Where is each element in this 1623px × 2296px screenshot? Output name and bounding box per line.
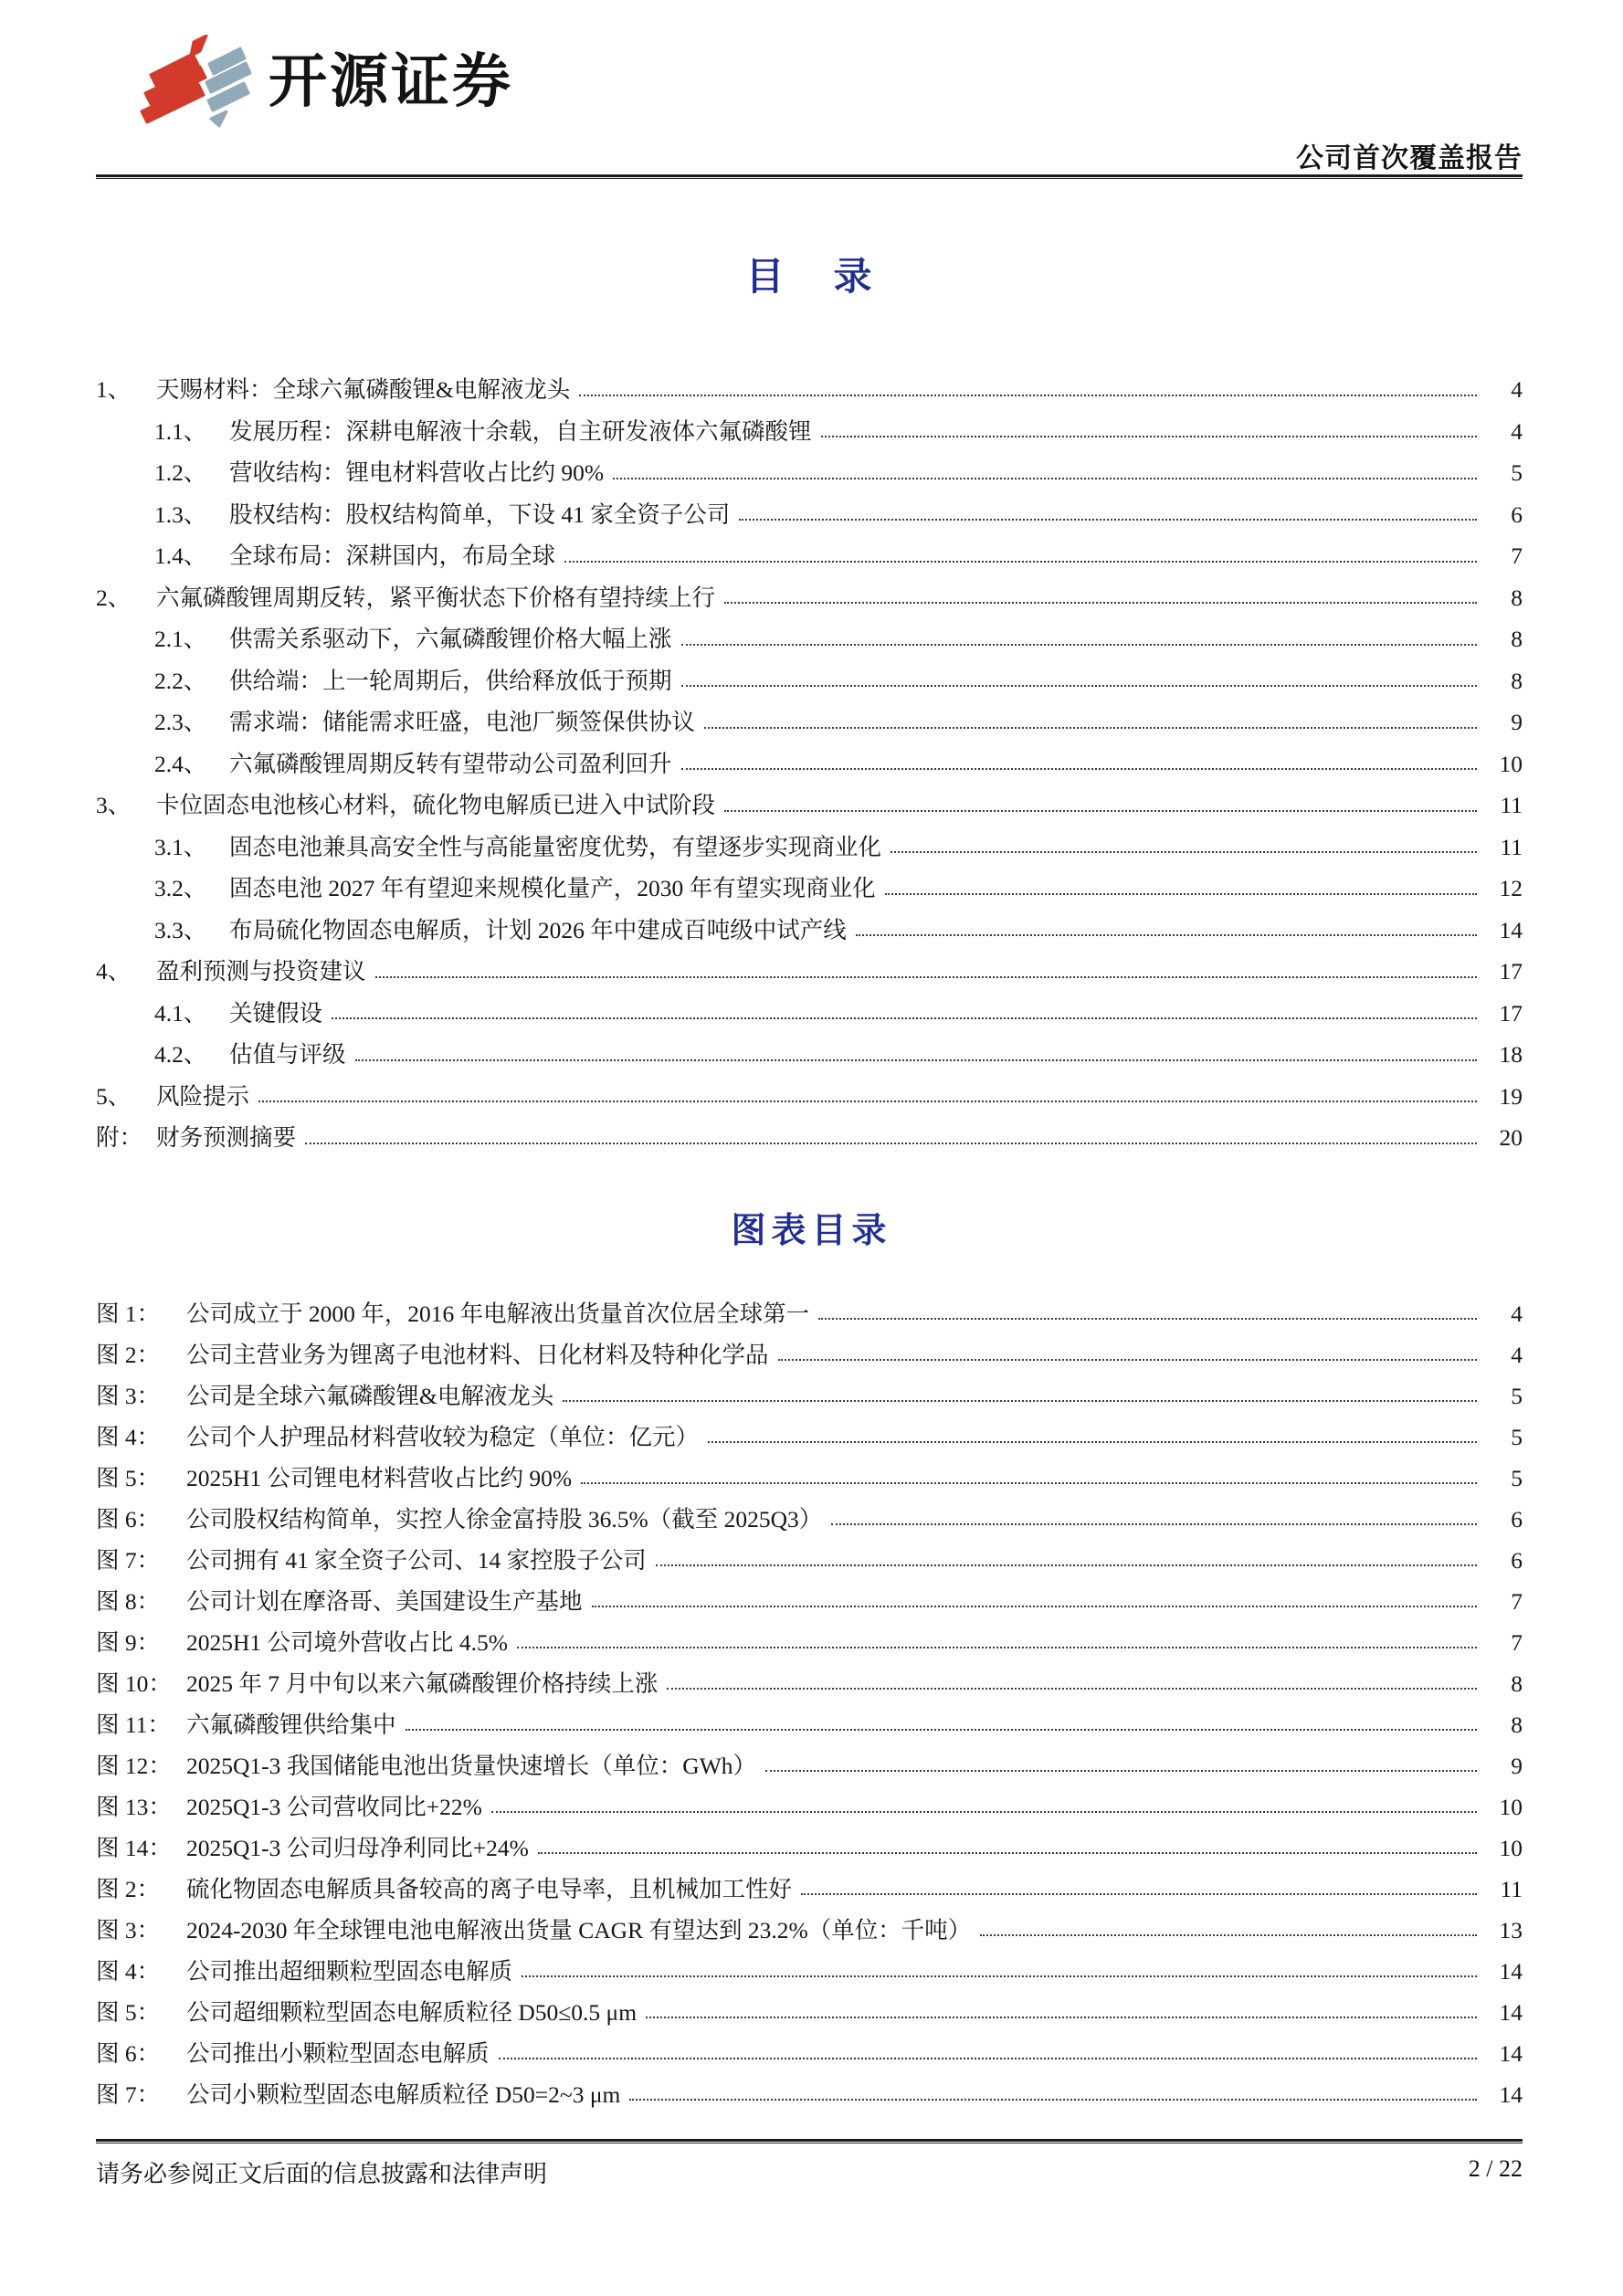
toc-entry[interactable] — [96, 1985, 1523, 2026]
entry-number: 图 6： — [96, 2039, 161, 2067]
entry-title: 公司计划在摩洛哥、美国建设生产基地 — [186, 1587, 583, 1615]
dot-leader — [739, 519, 1477, 521]
toc-title: 目 录 — [745, 257, 878, 299]
entry-title: 公司成立于 2000 年，2016 年电解液出货量首次位居全球第一 — [186, 1300, 810, 1327]
entry-number: 图 14： — [96, 1834, 172, 1861]
entry-title: 公司推出小颗粒型固态电解质 — [186, 2039, 490, 2067]
entry-page-number: 7 — [1511, 542, 1523, 570]
entry-number: 图 7： — [96, 2080, 161, 2108]
entry-number: 图 7： — [96, 1546, 161, 1574]
footer-divider — [96, 2139, 1523, 2143]
dot-leader — [332, 1017, 1477, 1019]
entry-title: 2025Q1-3 公司归母净利同比+24% — [186, 1834, 529, 1861]
toc-entry[interactable] — [96, 362, 1523, 404]
entry-number: 2.2、 — [154, 667, 207, 694]
entry-title: 股权结构：股权结构简单，下设 41 家全资子公司 — [229, 500, 731, 528]
toc-entry[interactable] — [96, 1069, 1523, 1111]
toc-entry[interactable] — [96, 1697, 1523, 1738]
dot-leader — [522, 1975, 1477, 1977]
toc-entry[interactable] — [96, 1656, 1523, 1697]
entry-page-number: 14 — [1499, 2039, 1523, 2067]
entry-page-number: 6 — [1511, 1505, 1523, 1532]
entry-page-number: 8 — [1511, 584, 1523, 611]
entry-number: 3、 — [96, 792, 132, 819]
toc-entry[interactable] — [154, 736, 1523, 778]
dot-leader — [980, 1934, 1477, 1936]
toc-entry[interactable] — [96, 1738, 1523, 1779]
entry-title: 2024-2030 年全球锂电池电解液出货量 CAGR 有望达到 23.2%（单位：千吨） — [186, 1916, 972, 1943]
entry-number: 图 2： — [96, 1875, 161, 1902]
dot-leader — [517, 1647, 1477, 1648]
entry-page-number: 8 — [1511, 1711, 1523, 1738]
entry-page-number: 10 — [1499, 1793, 1523, 1820]
entry-number: 图 5： — [96, 1998, 161, 2026]
dot-leader — [681, 644, 1477, 646]
entry-page-number: 6 — [1511, 500, 1523, 528]
toc-entry[interactable] — [96, 1902, 1523, 1943]
dot-leader — [375, 976, 1477, 978]
toc-entry[interactable] — [96, 1779, 1523, 1820]
toc-entry[interactable] — [154, 528, 1523, 570]
entry-number: 2、 — [96, 584, 132, 611]
brand-logo — [135, 35, 513, 128]
entry-title: 2025Q1-3 公司营收同比+22% — [186, 1793, 482, 1820]
toc-entry[interactable] — [96, 777, 1523, 819]
entry-number: 图 12： — [96, 1752, 172, 1779]
entry-page-number: 8 — [1511, 626, 1523, 653]
entry-number: 图 5： — [96, 1464, 161, 1491]
dot-leader — [258, 1101, 1477, 1102]
dot-leader — [891, 851, 1477, 853]
toc-entry[interactable] — [154, 1027, 1523, 1069]
toc-entry[interactable] — [96, 943, 1523, 985]
entry-number: 2.3、 — [154, 709, 207, 736]
entry-title: 六氟磷酸锂周期反转，紧平衡状态下价格有望持续上行 — [156, 584, 716, 611]
entry-title: 2025Q1-3 我国储能电池出货量快速增长（单位：GWh） — [186, 1752, 757, 1779]
toc-entry[interactable] — [154, 694, 1523, 736]
toc-entry[interactable] — [154, 445, 1523, 487]
toc-entry[interactable] — [96, 1615, 1523, 1656]
toc-entry[interactable] — [96, 2067, 1523, 2108]
entry-page-number: 5 — [1511, 1382, 1523, 1409]
toc-entry[interactable] — [96, 1861, 1523, 1902]
entry-page-number: 11 — [1500, 833, 1523, 860]
dot-leader — [563, 1400, 1477, 1402]
figures-list — [96, 1286, 1523, 2108]
toc-entry[interactable] — [96, 1110, 1523, 1152]
entry-page-number: 17 — [1499, 999, 1523, 1027]
dot-leader — [821, 436, 1477, 437]
entry-title: 布局硫化物固态电解质，计划 2026 年中建成百吨级中试产线 — [229, 916, 847, 943]
entry-number: 5、 — [96, 1082, 132, 1110]
entry-number: 2.1、 — [154, 626, 207, 653]
entry-page-number: 5 — [1511, 459, 1523, 487]
entry-page-number: 14 — [1499, 2080, 1523, 2108]
entry-number: 4、 — [96, 958, 132, 985]
toc-entry[interactable] — [154, 819, 1523, 861]
entry-page-number: 19 — [1499, 1082, 1523, 1110]
toc-entry[interactable] — [154, 902, 1523, 944]
entry-page-number: 14 — [1499, 1957, 1523, 1985]
dot-leader — [681, 685, 1477, 687]
entry-number: 1.3、 — [154, 500, 207, 528]
entry-title: 公司个人护理品材料营收较为稳定（单位：亿元） — [186, 1423, 700, 1450]
entry-number: 1.4、 — [154, 542, 207, 570]
entry-number: 图 2： — [96, 1341, 161, 1368]
brand-flame-icon — [135, 35, 256, 128]
toc-entry[interactable] — [96, 1574, 1523, 1615]
entry-number: 1.2、 — [154, 459, 207, 487]
entry-page-number: 14 — [1499, 916, 1523, 943]
entry-number: 3.2、 — [154, 875, 207, 902]
toc-entry[interactable] — [96, 1491, 1523, 1532]
header-divider — [96, 174, 1523, 179]
entry-title: 卡位固态电池核心材料，硫化物电解质已进入中试阶段 — [156, 792, 716, 819]
dot-leader — [629, 2099, 1477, 2101]
entry-number: 3.3、 — [154, 916, 207, 943]
toc-entry[interactable] — [154, 487, 1523, 529]
entry-number: 图 9： — [96, 1628, 161, 1656]
entry-title: 2025 年 7 月中旬以来六氟磷酸锂价格持续上涨 — [186, 1669, 659, 1697]
entry-page-number: 20 — [1499, 1124, 1523, 1152]
entry-title: 固态电池 2027 年有望迎来规模化量产，2030 年有望实现商业化 — [229, 875, 876, 902]
entry-title: 六氟磷酸锂供给集中 — [186, 1711, 396, 1738]
dot-leader — [681, 768, 1477, 770]
dot-leader — [778, 1359, 1477, 1361]
dot-leader — [305, 1143, 1477, 1144]
dot-leader — [355, 1059, 1477, 1061]
entry-number: 图 4： — [96, 1423, 161, 1450]
entry-page-number: 12 — [1499, 875, 1523, 902]
report-type-label: 公司首次覆盖报告 — [1296, 143, 1523, 174]
toc-entry[interactable] — [96, 1450, 1523, 1491]
entry-page-number: 8 — [1511, 1669, 1523, 1697]
entry-number: 附： — [96, 1124, 143, 1152]
entry-page-number: 5 — [1511, 1464, 1523, 1491]
entry-number: 4.1、 — [154, 999, 207, 1027]
entry-title: 供给端：上一轮周期后，供给释放低于预期 — [229, 667, 672, 694]
toc-entry[interactable] — [154, 860, 1523, 902]
entry-number: 图 3： — [96, 1382, 161, 1409]
dot-leader — [406, 1729, 1477, 1731]
entry-title: 公司是全球六氟磷酸锂&电解液龙头 — [186, 1382, 554, 1409]
entry-page-number: 4 — [1511, 376, 1523, 404]
entry-title: 全球布局：深耕国内，布局全球 — [229, 542, 556, 570]
entry-number: 1.1、 — [154, 417, 207, 445]
entry-page-number: 9 — [1511, 1752, 1523, 1779]
toc-entry[interactable] — [154, 653, 1523, 695]
entry-number: 图 13： — [96, 1793, 172, 1820]
entry-number: 图 11： — [96, 1711, 171, 1738]
footer-page-indicator: 2 / 22 — [1468, 2155, 1523, 2182]
dot-leader — [708, 1441, 1477, 1443]
dot-leader — [831, 1523, 1477, 1525]
entry-title: 公司小颗粒型固态电解质粒径 D50=2~3 μm — [186, 2080, 621, 2108]
toc-entry[interactable] — [96, 1820, 1523, 1861]
figures-title: 图表目录 — [731, 1212, 892, 1250]
entry-page-number: 5 — [1511, 1423, 1523, 1450]
toc-entry[interactable] — [96, 2026, 1523, 2067]
entry-number: 1、 — [96, 376, 132, 404]
entry-title: 公司超细颗粒型固态电解质粒径 D50≤0.5 μm — [186, 1998, 638, 2026]
dot-leader — [765, 1770, 1477, 1772]
entry-number: 图 1： — [96, 1300, 161, 1327]
dot-leader — [579, 395, 1477, 396]
entry-title: 盈利预测与投资建议 — [156, 958, 366, 985]
entry-page-number: 4 — [1511, 417, 1523, 445]
toc-entry[interactable] — [96, 1532, 1523, 1574]
entry-title: 六氟磷酸锂周期反转有望带动公司盈利回升 — [229, 750, 672, 777]
entry-title: 公司拥有 41 家全资子公司、14 家控股子公司 — [186, 1546, 647, 1574]
entry-page-number: 13 — [1499, 1916, 1523, 1943]
dot-leader — [856, 934, 1477, 936]
entry-title: 公司主营业务为锂离子电池材料、日化材料及特种化学品 — [186, 1341, 769, 1368]
dot-leader — [656, 1564, 1477, 1566]
dot-leader — [499, 2058, 1477, 2059]
entry-title: 硫化物固态电解质具备较高的离子电导率，且机械加工性好 — [186, 1875, 793, 1902]
entry-number: 4.2、 — [154, 1041, 207, 1069]
dot-leader — [801, 1893, 1477, 1895]
entry-page-number: 17 — [1499, 958, 1523, 985]
dot-leader — [885, 893, 1477, 895]
entry-title: 公司股权结构简单，实控人徐金富持股 36.5%（截至 2025Q3） — [186, 1505, 823, 1532]
entry-page-number: 18 — [1499, 1041, 1523, 1069]
toc-list — [96, 362, 1523, 1152]
brand-name: 开源证券 — [269, 48, 513, 114]
entry-page-number: 11 — [1500, 792, 1523, 819]
entry-title: 2025H1 公司境外营收占比 4.5% — [186, 1628, 509, 1656]
toc-entry[interactable] — [96, 1368, 1523, 1409]
entry-title: 公司推出超细颗粒型固态电解质 — [186, 1957, 513, 1985]
toc-entry[interactable] — [154, 611, 1523, 653]
entry-page-number: 10 — [1499, 1834, 1523, 1861]
dot-leader — [646, 2017, 1477, 2018]
dot-leader — [704, 727, 1477, 729]
entry-number: 图 4： — [96, 1957, 161, 1985]
entry-page-number: 8 — [1511, 667, 1523, 694]
toc-entry[interactable] — [96, 1327, 1523, 1368]
entry-page-number: 11 — [1500, 1875, 1523, 1902]
dot-leader — [491, 1811, 1477, 1813]
footer-disclaimer: 请务必参阅正文后面的信息披露和法律声明 — [96, 2161, 548, 2187]
entry-number: 2.4、 — [154, 750, 207, 777]
dot-leader — [724, 810, 1477, 812]
entry-title: 发展历程：深耕电解液十余载，自主研发液体六氟磷酸锂 — [229, 417, 812, 445]
entry-title: 2025H1 公司锂电材料营收占比约 90% — [186, 1464, 573, 1491]
toc-entry[interactable] — [96, 1286, 1523, 1327]
entry-page-number: 4 — [1511, 1341, 1523, 1368]
entry-page-number: 7 — [1511, 1587, 1523, 1615]
dot-leader — [592, 1606, 1477, 1607]
dot-leader — [724, 602, 1477, 604]
entry-page-number: 10 — [1499, 750, 1523, 777]
toc-entry[interactable] — [96, 1409, 1523, 1450]
entry-title: 关键假设 — [229, 999, 323, 1027]
entry-page-number: 6 — [1511, 1546, 1523, 1574]
entry-title: 固态电池兼具高安全性与高能量密度优势，有望逐步实现商业化 — [229, 833, 882, 860]
entry-title: 风险提示 — [156, 1082, 250, 1110]
dot-leader — [667, 1688, 1477, 1690]
entry-title: 营收结构：锂电材料营收占比约 90% — [229, 459, 605, 487]
toc-entry[interactable] — [154, 404, 1523, 446]
dot-leader — [538, 1852, 1477, 1854]
entry-number: 图 8： — [96, 1587, 161, 1615]
entry-number: 3.1、 — [154, 833, 207, 860]
entry-title: 财务预测摘要 — [156, 1124, 297, 1152]
toc-entry[interactable] — [96, 570, 1523, 612]
dot-leader — [564, 561, 1477, 563]
entry-title: 天赐材料：全球六氟磷酸锂&电解液龙头 — [156, 376, 571, 404]
entry-page-number: 14 — [1499, 1998, 1523, 2026]
entry-title: 需求端：储能需求旺盛，电池厂频签保供协议 — [229, 709, 696, 736]
entry-number: 图 10： — [96, 1669, 172, 1697]
entry-page-number: 4 — [1511, 1300, 1523, 1327]
dot-leader — [818, 1318, 1477, 1320]
dot-leader — [613, 478, 1477, 479]
entry-title: 供需关系驱动下，六氟磷酸锂价格大幅上涨 — [229, 626, 672, 653]
entry-page-number: 7 — [1511, 1628, 1523, 1656]
toc-entry[interactable] — [96, 1943, 1523, 1985]
dot-leader — [581, 1482, 1477, 1484]
toc-entry[interactable] — [154, 985, 1523, 1027]
entry-number: 图 6： — [96, 1505, 161, 1532]
entry-title: 估值与评级 — [229, 1041, 346, 1069]
entry-page-number: 9 — [1511, 709, 1523, 736]
entry-number: 图 3： — [96, 1916, 161, 1943]
